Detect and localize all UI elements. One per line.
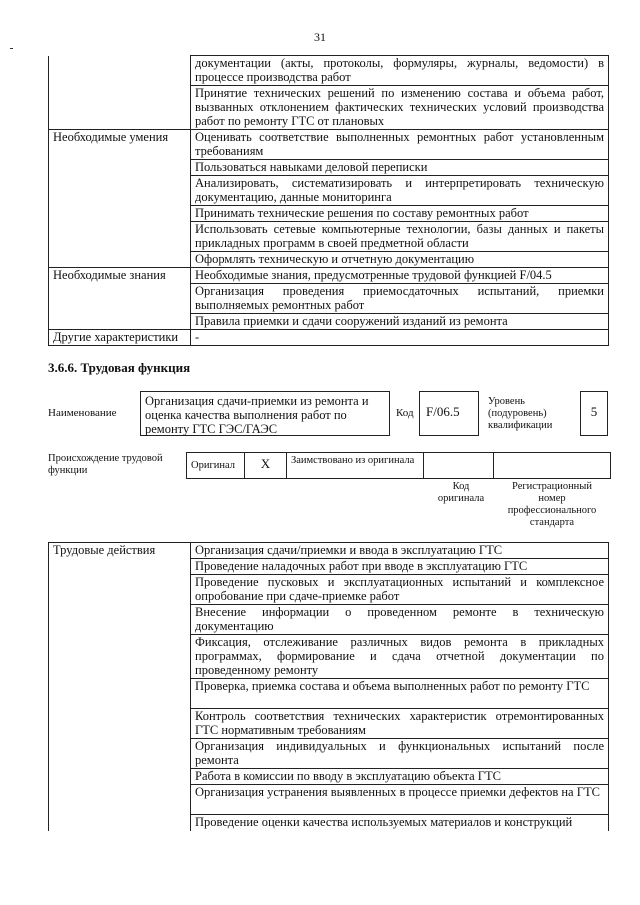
reg-number-cell (494, 453, 611, 479)
table-row (49, 330, 609, 346)
row-value: Правила приемки и сдачи сооружений изданий из ремонта (191, 314, 609, 330)
margin-mark (10, 48, 13, 49)
action-item: Контроль соответствия технических характеристик отремонтированных ГТС нормативным требованиям (191, 709, 609, 739)
function-name: Организация сдачи-приемки из ремонта и оценка качества выполнения работ по ремонту ГТС ГЭС/ГАЭС (140, 391, 390, 436)
name-label: Наименование (48, 407, 117, 419)
row-value: Анализировать, систематизировать и интерпретировать техническую документацию, данные мониторинга (191, 176, 609, 206)
section-title: 3.6.6. Трудовая функция (48, 360, 191, 375)
row-value: Использовать сетевые компьютерные технологии, базы данных и пакеты прикладных программ в своей предметной области (191, 222, 609, 252)
action-item: Проверка, приемка состава и объема выполненных работ по ремонту ГТС (191, 679, 609, 709)
row-value: Принимать технические решения по составу ремонтных работ (191, 206, 609, 222)
row-value: Необходимые знания, предусмотренные трудовой функцией F/04.5 (191, 268, 609, 284)
action-item: Работа в комиссии по вводу в эксплуатацию объекта ГТС (191, 769, 609, 785)
level-label: Уровень (подуровень) квалификации (488, 396, 553, 431)
reg-number-label: Регистрационный номер профессионального стандарта (507, 481, 597, 528)
row-label: Другие характеристики (49, 330, 191, 346)
code-label: Код (396, 407, 414, 419)
row-value: Оценивать соответствие выполненных ремонтных работ установленным требованиям (191, 130, 609, 160)
function-code: F/06.5 (419, 391, 479, 436)
action-item: Внесение информации о проведенном ремонте в техническую документацию (191, 605, 609, 635)
table-row (49, 130, 609, 160)
row-label (49, 56, 191, 130)
action-item: Проведение пусковых и эксплуатационных испытаний и комплексное опробование при сдаче-приемке работ (191, 575, 609, 605)
qualification-level: 5 (580, 391, 608, 436)
page-number: 31 (314, 30, 326, 44)
row-value: - (191, 330, 609, 346)
actions-label: Трудовые действия (49, 543, 191, 831)
code-original-label: Код оригинала (437, 481, 485, 504)
table-row (49, 543, 609, 559)
action-item: Организация устранения выявленных в процессе приемки дефектов на ГТС (191, 785, 609, 815)
row-value: документации (акты, протоколы, формуляры, журналы, ведомости) в процессе производства работ (191, 56, 609, 86)
action-item: Проведение наладочных работ при вводе в эксплуатацию ГТС (191, 559, 609, 575)
borrowed-label: Заимствовано из оригинала (287, 453, 424, 479)
row-value: Принятие технических решений по изменению состава и объема работ, вызванных отклонением фактических технических условий производства работ по ремонту ГТС от плановых (191, 86, 609, 130)
skills-table (48, 55, 609, 346)
action-item: Фиксация, отслеживание различных видов ремонта в прикладных программах, формирование и сдача отчетной документации по проведенному ремонту (191, 635, 609, 679)
origin-label: Происхождение трудовой функции (48, 453, 163, 476)
actions-table (48, 542, 609, 831)
original-label: Оригинал (187, 453, 245, 479)
code-original-cell (424, 453, 494, 479)
action-item: Организация индивидуальных и функциональных испытаний после ремонта (191, 739, 609, 769)
row-label: Необходимые знания (49, 268, 191, 330)
action-item: Организация сдачи/приемки и ввода в эксплуатацию ГТС (191, 543, 609, 559)
table-row (49, 268, 609, 284)
origin-table (186, 452, 611, 479)
original-mark: X (245, 453, 287, 479)
action-item: Проведение оценки качества используемых материалов и конструкций (191, 815, 609, 831)
row-value: Оформлять техническую и отчетную документацию (191, 252, 609, 268)
row-value: Пользоваться навыками деловой переписки (191, 160, 609, 176)
table-row (49, 56, 609, 86)
row-label: Необходимые умения (49, 130, 191, 268)
row-value: Организация проведения приемосдаточных испытаний, приемки выполняемых ремонтных работ (191, 284, 609, 314)
